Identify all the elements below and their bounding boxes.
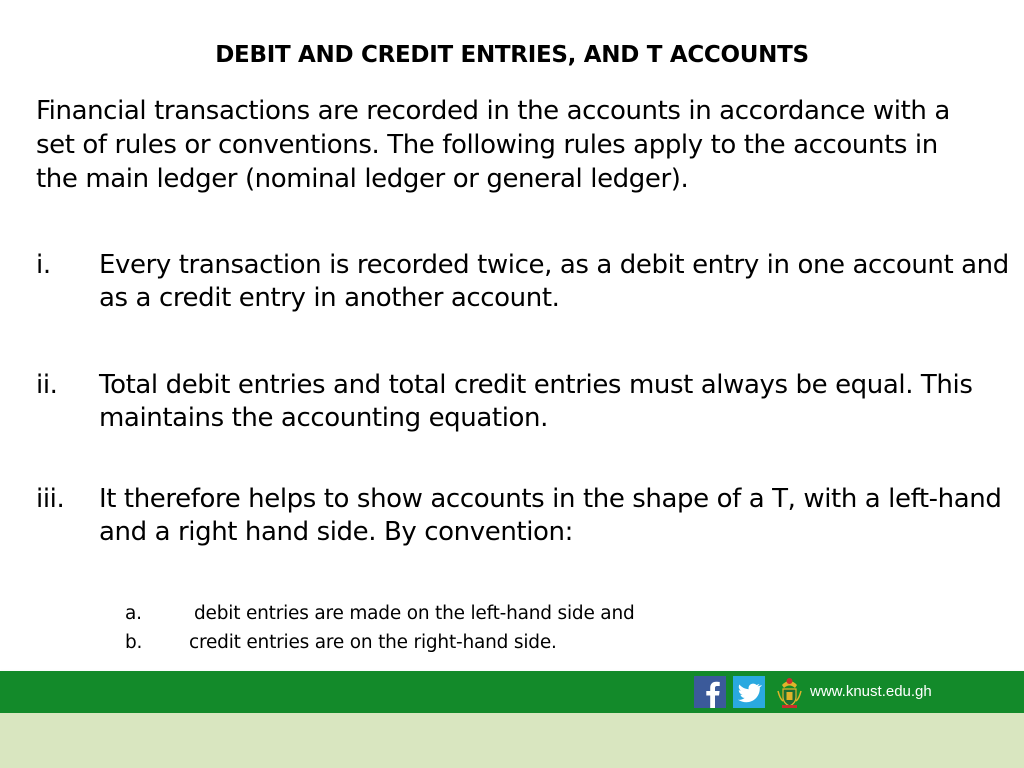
slide-title: DEBIT AND CREDIT ENTRIES, AND T ACCOUNTS <box>215 42 809 68</box>
rule-marker: i. <box>36 250 51 280</box>
rule-marker: ii. <box>36 370 58 400</box>
subrule-text: credit entries are on the right-hand side. <box>189 632 557 653</box>
rule-text: It therefore helps to show accounts in the shape of a T, with a left-hand and a right hand side. By convention: <box>99 484 1002 547</box>
facebook-icon[interactable] <box>694 676 726 708</box>
rule-marker: iii. <box>36 484 65 514</box>
subrule-text: debit entries are made on the left-hand side and <box>194 603 635 624</box>
footer-strip <box>0 713 1024 768</box>
website-link[interactable]: www.knust.edu.gh <box>810 683 932 700</box>
rule-text: Total debit entries and total credit entries must always be equal. This maintains the accounting equation. <box>99 370 973 433</box>
crest-icon <box>777 675 802 709</box>
intro-paragraph: Financial transactions are recorded in the accounts in accordance with a set of rules or conventions. The following rules apply to the accounts in the main ledger (nominal ledger or general ledger). <box>36 96 950 194</box>
subrule-marker: b. <box>125 632 143 653</box>
rule-text: Every transaction is recorded twice, as a debit entry in one account and as a credit entry in another account. <box>99 250 1009 313</box>
twitter-icon[interactable] <box>733 676 765 708</box>
subrule-marker: a. <box>125 603 142 624</box>
